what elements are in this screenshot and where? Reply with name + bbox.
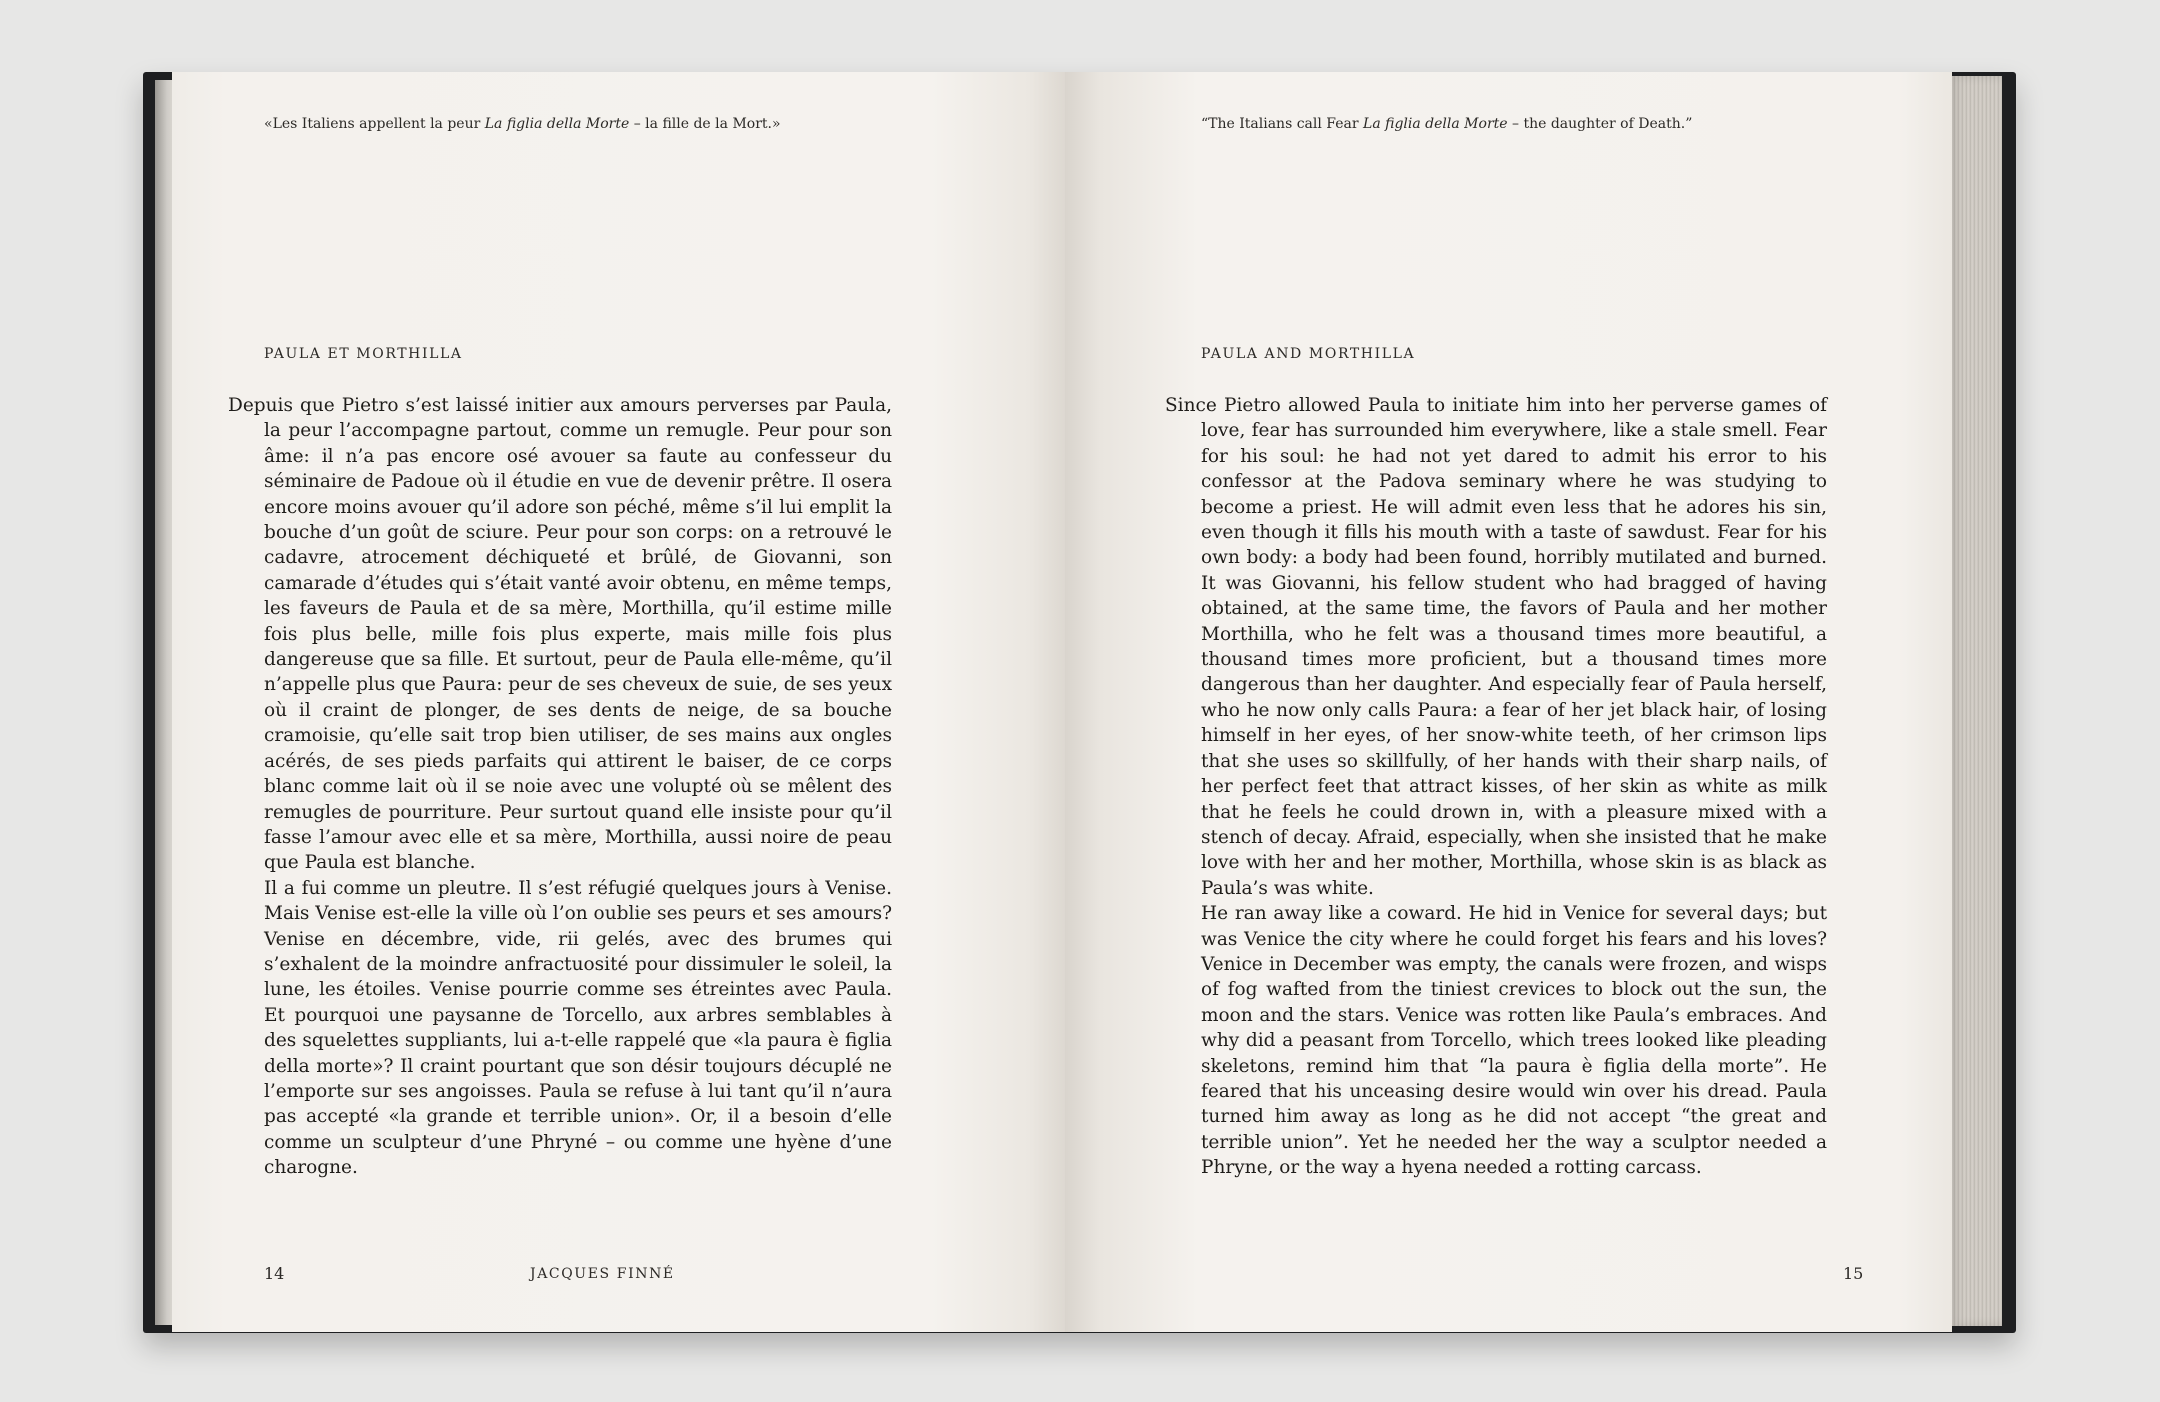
epigraph-text: “The Italians call Fear	[1201, 116, 1364, 132]
paragraph: Il a fui comme un pleutre. Il s’est réfugié quelques jours à Venise. Mais Venise est-elle la ville où l’on oublie ses peurs et ses amours? Venise en décembre, vide, rii gelés, avec des brumes qui s’exhalent de la moindre anfractuosité pour dissimuler le soleil, la lune, les étoiles. Venise pourrie comme ses étreintes avec Paula. Et pourquoi une paysanne de Torcello, aux arbres semblables à des squelettes suppliants, lui a-t-elle rappelé que «la paura è figlia della morte»? Il craint pourtant que son désir toujours décuplé ne l’emporte sur ses angoisses. Paula se refuse à lui tant qu’il n’aura pas accepté «la grande et terrible union». Or, il a besoin d’elle comme un sculpteur d’une Phryné – ou comme une hyène d’une charogne.	[264, 877, 892, 1179]
epigraph-text-end: – la fille de la Mort.»	[629, 116, 781, 132]
epigraph-italic: La figlia della Morte	[484, 116, 630, 132]
epigraph-italic: La figlia della Morte	[1363, 116, 1508, 132]
left-page	[172, 72, 1065, 1332]
epigraph	[264, 116, 781, 132]
epigraph-text-end: – the daughter of Death.”	[1507, 116, 1693, 132]
page-number: 15	[1843, 1264, 1864, 1283]
page-number: 14	[264, 1264, 285, 1283]
paragraph: Since Pietro allowed Paula to initiate him into her perverse games of love, fear has surrounded him everywhere, like a stale smell. Fear for his soul: he had not yet dared to admit his error to his confessor at the Padova seminary where he was studying to become a priest. He will admit even less that he adores his sin, even though it fills his mouth with a taste of sawdust. Fear for his own body: a body had been found, horribly mutilated and burned. It was Giovanni, his fellow student who had bragged of having obtained, at the same time, the favors of Paula and her mother Morthilla, who he felt was a thousand times more beautiful, a thousand times more proficient, but a thousand times more dangerous than her daughter. And especially fear of Paula herself, who he now only calls Paura: a fear of her jet black hair, of losing himself in her eyes, of her snow-white teeth, of her crimson lips that she uses so skillfully, of her hands with their sharp nails, of her perfect feet that attract kisses, of her skin as white as milk that he feels he could drown in, with a pleasure mixed with a stench of decay. Afraid, especially, when she insisted that he make love with her and her mother, Morthilla, whose skin is as black as Paula’s was white.	[1165, 395, 1827, 899]
chapter-title: PAULA ET MORTHILLA	[264, 346, 463, 362]
paragraph: He ran away like a coward. He hid in Venice for several days; but was Venice the city where he could forget his fears and his loves? Venice in December was empty, the canals were frozen, and wisps of fog wafted from the tiniest crevices to block out the sun, the moon and the stars. Venice was rotten like Paula’s embraces. And why did a peasant from Torcello, which trees looked like pleading skeletons, remind him that “la paura è figlia della morte”. He feared that his unceasing desire would win over his dread. Paula turned him away as long as he did not accept “the great and terrible union”. Yet he needed her the way a sculptor needed a Phryne, or the way a hyena needed a rotting carcass.	[1201, 903, 1827, 1179]
book-page-edges-right	[1950, 76, 2002, 1326]
epigraph	[1201, 116, 1692, 132]
right-page	[1065, 72, 1952, 1332]
chapter-title: PAULA AND MORTHILLA	[1201, 346, 1416, 362]
body-text	[228, 393, 893, 1181]
epigraph-text: «Les Italiens appellent la peur	[264, 116, 485, 132]
body-text	[1165, 393, 1827, 1181]
paragraph: Depuis que Pietro s’est laissé initier aux amours perverses par Paula, la peur l’accompagne partout, comme un remugle. Peur pour son âme: il n’a pas encore osé avouer sa faute au confesseur du séminaire de Padoue où il étudie en vue de devenir prêtre. Il osera encore moins avouer qu’il adore son péché, même s’il lui emplit la bouche d’un goût de sciure. Peur pour son corps: on a retrouvé le cadavre, atrocement déchiqueté et brûlé, de Giovanni, son camarade d’études qui s’était vanté avoir obtenu, en même temps, les faveurs de Paula et de sa mère, Morthilla, qu’il estime mille fois plus belle, mille fois plus experte, mais mille fois plus dangereuse que sa fille. Et surtout, peur de Paula elle-même, qu’il n’appelle plus que Paura: peur de ses cheveux de suie, de ses yeux où il craint de plonger, de ses dents de neige, de sa bouche cramoisie, qu’elle sait trop bien utiliser, de ses mains aux ongles acérés, de ses pieds parfaits qui attirent le baiser, de ce corps blanc comme lait où il se noie avec une volupté où se mêlent des remugles de pourriture. Peur surtout quand elle insiste pour qu’il fasse l’amour avec elle et sa mère, Morthilla, aussi noire de peau que Paula est blanche.	[228, 395, 893, 874]
running-footer-author: JACQUES FINNÉ	[530, 1266, 675, 1282]
